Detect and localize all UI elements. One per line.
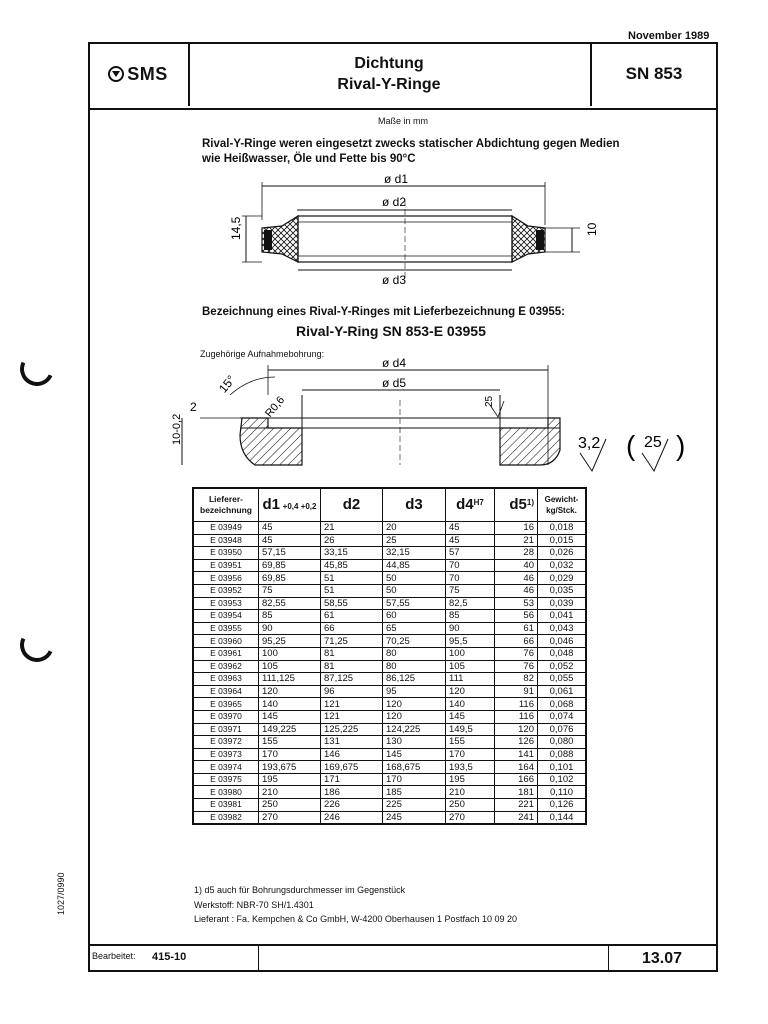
table-cell: 56 — [495, 610, 538, 623]
table-cell: E 03954 — [193, 610, 259, 623]
table-cell: 0,102 — [538, 773, 587, 786]
table-cell: 0,055 — [538, 673, 587, 686]
table-cell: 86,125 — [383, 673, 446, 686]
table-cell: E 03951 — [193, 559, 259, 572]
table-cell: 80 — [383, 660, 446, 673]
table-cell: 71,25 — [321, 635, 383, 648]
table-cell: E 03980 — [193, 786, 259, 799]
paren-open-icon: ( — [626, 430, 636, 461]
table-cell: 120 — [495, 723, 538, 736]
table-cell: 80 — [383, 647, 446, 660]
logo-cell — [88, 42, 190, 106]
table-cell: 0,032 — [538, 559, 587, 572]
table-cell: 76 — [495, 647, 538, 660]
table-cell: 45 — [446, 534, 495, 547]
document-date: November 1989 — [628, 30, 710, 42]
intro-text: Rival-Y-Ringe weren eingesetzt zwecks statischer Abdichtung gegen Medien wie Heißwasser, Öle und Fette bis 90°C — [202, 138, 620, 165]
table-cell: E 03956 — [193, 572, 259, 585]
table-cell: E 03950 — [193, 547, 259, 560]
table-cell: 57 — [446, 547, 495, 560]
table-cell: 60 — [383, 610, 446, 623]
standard-number: SN 853 — [590, 42, 716, 106]
table-cell: 270 — [446, 811, 495, 824]
table-cell: 225 — [383, 799, 446, 812]
table-cell: 61 — [321, 610, 383, 623]
table-cell: 185 — [383, 786, 446, 799]
table-cell: 76 — [495, 660, 538, 673]
table-cell: 0,061 — [538, 685, 587, 698]
table-cell: 164 — [495, 761, 538, 774]
table-cell: 0,039 — [538, 597, 587, 610]
radius-label: R0,6 — [263, 394, 288, 420]
header — [88, 42, 718, 110]
table-cell: 65 — [383, 622, 446, 635]
d4-label: ø d4 — [382, 356, 407, 370]
table-row — [193, 761, 586, 774]
table-row — [193, 660, 586, 673]
col-d5-header: d5$^{1)}$ — [495, 488, 538, 522]
table-cell: 21 — [495, 534, 538, 547]
units-note: Maße in mm — [377, 116, 428, 126]
table-row — [193, 685, 586, 698]
d2-label: ø d2 — [382, 195, 407, 209]
table-row — [193, 572, 586, 585]
table-cell: 26 — [321, 534, 383, 547]
table-cell: 0,068 — [538, 698, 587, 711]
designation-example: Rival-Y-Ring SN 853-E 03955 — [296, 323, 486, 339]
table-row — [193, 547, 586, 560]
table-cell: 45,85 — [321, 559, 383, 572]
table-cell: 0,144 — [538, 811, 587, 824]
table-cell: 90 — [259, 622, 321, 635]
table-row — [193, 610, 586, 623]
angle-label: 15° — [215, 372, 239, 396]
table-cell: 95,5 — [446, 635, 495, 648]
title-line-1: Dichtung — [354, 55, 424, 72]
table-cell: 0,110 — [538, 786, 587, 799]
table-row — [193, 723, 586, 736]
col-d3-header: d3 — [383, 488, 446, 522]
table-row — [193, 635, 586, 648]
table-cell: 70 — [446, 572, 495, 585]
table-cell: 120 — [383, 710, 446, 723]
table-cell: 50 — [383, 572, 446, 585]
table-cell: 82,5 — [446, 597, 495, 610]
table-cell: 46 — [495, 584, 538, 597]
table-cell: 0,029 — [538, 572, 587, 585]
material-note: Werkstoff: NBR-70 SH/1.4301 — [194, 899, 314, 910]
table-cell: 0,015 — [538, 534, 587, 547]
table-cell: 250 — [259, 799, 321, 812]
table-cell: 45 — [446, 522, 495, 535]
table-cell: 70,25 — [383, 635, 446, 648]
table-cell: 130 — [383, 736, 446, 749]
table-cell: 50 — [383, 584, 446, 597]
inner-roughness-label: 25 — [484, 395, 495, 407]
table-cell: 125,225 — [321, 723, 383, 736]
table-header-row — [193, 488, 586, 522]
table-cell: E 03953 — [193, 597, 259, 610]
table-cell: E 03955 — [193, 622, 259, 635]
table-cell: 45 — [259, 522, 321, 535]
table-cell: 181 — [495, 786, 538, 799]
table-cell: 90 — [446, 622, 495, 635]
table-cell: 81 — [321, 647, 383, 660]
height-label: 14,5 — [229, 216, 243, 240]
table-cell: 87,125 — [321, 673, 383, 686]
sms-logo — [108, 64, 168, 85]
table-cell: 270 — [259, 811, 321, 824]
table-cell: E 03973 — [193, 748, 259, 761]
table-cell: 44,85 — [383, 559, 446, 572]
table-cell: 32,15 — [383, 547, 446, 560]
table-row — [193, 710, 586, 723]
d1-label: ø d1 — [384, 172, 409, 186]
table-cell: 186 — [321, 786, 383, 799]
table-cell: 61 — [495, 622, 538, 635]
logo-text: SMS — [127, 63, 168, 84]
title-cell — [188, 42, 590, 106]
footer — [88, 944, 718, 972]
table-cell: 0,101 — [538, 761, 587, 774]
table-row — [193, 799, 586, 812]
table-cell: 0,046 — [538, 635, 587, 648]
table-cell: 0,018 — [538, 522, 587, 535]
table-cell: 155 — [446, 736, 495, 749]
table-cell: 131 — [321, 736, 383, 749]
table-cell: 250 — [446, 799, 495, 812]
table-cell: 66 — [495, 635, 538, 648]
table-cell: 120 — [259, 685, 321, 698]
table-row — [193, 647, 586, 660]
table-cell: 149,5 — [446, 723, 495, 736]
table-cell: 226 — [321, 799, 383, 812]
table-cell: 45 — [259, 534, 321, 547]
table-row — [193, 534, 586, 547]
table-cell: E 03970 — [193, 710, 259, 723]
table-cell: 221 — [495, 799, 538, 812]
bore-label: Zugehörige Aufnahmebohrung: — [200, 349, 325, 359]
table-cell: E 03963 — [193, 673, 259, 686]
table-cell: E 03960 — [193, 635, 259, 648]
table-cell: 69,85 — [259, 559, 321, 572]
table-cell: 116 — [495, 698, 538, 711]
table-row — [193, 673, 586, 686]
surface-b-label: 25 — [644, 434, 662, 451]
table-cell: 81 — [321, 660, 383, 673]
table-cell: 111 — [446, 673, 495, 686]
table-cell: 0,088 — [538, 748, 587, 761]
notes — [194, 883, 517, 927]
table-cell: 95 — [383, 685, 446, 698]
designation-heading: Bezeichnung eines Rival-Y-Ringes mit Lieferbezeichnung E 03955: — [202, 306, 565, 318]
title-line-2: Rival-Y-Ringe — [337, 76, 441, 93]
table-cell: 85 — [259, 610, 321, 623]
table-row — [193, 597, 586, 610]
table-cell: 0,026 — [538, 547, 587, 560]
table-cell: 21 — [321, 522, 383, 535]
table-cell: 85 — [446, 610, 495, 623]
col-d4-header: $d4^{H7}$ — [446, 488, 495, 522]
col-weight-header: Gewicht-kg/Stck. — [538, 488, 587, 522]
page-number: 13.07 — [608, 946, 715, 972]
dimensions-table — [192, 487, 587, 825]
table-cell: 69,85 — [259, 572, 321, 585]
table-cell: 126 — [495, 736, 538, 749]
paren-close-icon: ) — [676, 430, 686, 461]
table-cell: 195 — [259, 773, 321, 786]
table-cell: 170 — [446, 748, 495, 761]
d5-label: ø d5 — [382, 376, 407, 390]
table-cell: 51 — [321, 584, 383, 597]
table-cell: E 03964 — [193, 685, 259, 698]
table-row — [193, 584, 586, 597]
footnote-1: 1) d5 auch für Bohrungsdurchmesser im Gegenstück — [194, 885, 406, 895]
table-cell: 100 — [259, 647, 321, 660]
table-cell: 91 — [495, 685, 538, 698]
table-cell: 75 — [259, 584, 321, 597]
table-cell: 241 — [495, 811, 538, 824]
table-cell: 25 — [383, 534, 446, 547]
table-row — [193, 736, 586, 749]
table-cell: 105 — [446, 660, 495, 673]
punch-hole-bottom — [15, 623, 59, 667]
table-cell: 246 — [321, 811, 383, 824]
table-row — [193, 622, 586, 635]
table-cell: 121 — [321, 710, 383, 723]
width-label: 10 — [585, 222, 599, 236]
table-cell: 145 — [259, 710, 321, 723]
table-cell: 168,675 — [383, 761, 446, 774]
table-cell: 140 — [259, 698, 321, 711]
table-cell: 210 — [259, 786, 321, 799]
table-cell: 120 — [446, 685, 495, 698]
table-cell: 82 — [495, 673, 538, 686]
edited-value: 415-10 — [152, 951, 187, 963]
table-cell: E 03962 — [193, 660, 259, 673]
table-cell: 0,080 — [538, 736, 587, 749]
table-cell: 58,55 — [321, 597, 383, 610]
table-cell: 75 — [446, 584, 495, 597]
table-cell: 40 — [495, 559, 538, 572]
table-cell: E 03975 — [193, 773, 259, 786]
table-cell: E 03974 — [193, 761, 259, 774]
table-cell: 46 — [495, 572, 538, 585]
edited-cell — [88, 946, 258, 972]
table-cell: E 03982 — [193, 811, 259, 824]
supplier-note: Lieferant : Fa. Kempchen & Co GmbH, W-4200 Oberhausen 1 Postfach 10 09 20 — [194, 914, 518, 924]
table-cell: E 03949 — [193, 522, 259, 535]
ring-drawing — [200, 170, 600, 290]
punch-hole-top — [15, 347, 59, 391]
table-cell: 155 — [259, 736, 321, 749]
table-cell: 170 — [383, 773, 446, 786]
table-cell: 28 — [495, 547, 538, 560]
table-cell: 170 — [259, 748, 321, 761]
table-cell: 195 — [446, 773, 495, 786]
table-cell: E 03948 — [193, 534, 259, 547]
table-cell: 33,15 — [321, 547, 383, 560]
table-cell: 124,225 — [383, 723, 446, 736]
dim-2-label: 2 — [190, 400, 197, 414]
bore-drawing — [160, 355, 700, 480]
table-row — [193, 522, 586, 535]
table-cell: E 03961 — [193, 647, 259, 660]
table-cell: 166 — [495, 773, 538, 786]
col-supplier-header: Lieferer-bezeichnung — [193, 488, 259, 522]
table-cell: 141 — [495, 748, 538, 761]
table-cell: 193,675 — [259, 761, 321, 774]
d3-label: ø d3 — [382, 273, 407, 287]
table-cell: 82,55 — [259, 597, 321, 610]
col-d2-header: d2 — [321, 488, 383, 522]
side-code: 1027/0990 — [56, 872, 66, 915]
table-cell: E 03981 — [193, 799, 259, 812]
table-row — [193, 748, 586, 761]
table-cell: 95,25 — [259, 635, 321, 648]
table-cell: 0,074 — [538, 710, 587, 723]
table-cell: 145 — [383, 748, 446, 761]
table-cell: 100 — [446, 647, 495, 660]
table-cell: 57,15 — [259, 547, 321, 560]
table-cell: 120 — [383, 698, 446, 711]
table-cell: 0,076 — [538, 723, 587, 736]
table-cell: 149,225 — [259, 723, 321, 736]
table-cell: 57,55 — [383, 597, 446, 610]
depth-label: 10-0,2 — [171, 413, 183, 445]
table-cell: 0,043 — [538, 622, 587, 635]
footer-empty-cell — [258, 946, 609, 972]
table-cell: 16 — [495, 522, 538, 535]
table-cell: 145 — [446, 710, 495, 723]
table-row — [193, 786, 586, 799]
table-cell: 0,048 — [538, 647, 587, 660]
table-cell: 116 — [495, 710, 538, 723]
table-cell: 0,035 — [538, 584, 587, 597]
logo-emblem-icon — [108, 66, 124, 82]
table-cell: 0,126 — [538, 799, 587, 812]
table-cell: 146 — [321, 748, 383, 761]
table-row — [193, 698, 586, 711]
surface-a-label: 3,2 — [578, 435, 601, 452]
table-cell: 53 — [495, 597, 538, 610]
table-cell: 96 — [321, 685, 383, 698]
table-row — [193, 773, 586, 786]
table-cell: 140 — [446, 698, 495, 711]
table-cell: 0,041 — [538, 610, 587, 623]
table-cell: 66 — [321, 622, 383, 635]
table-cell: 111,125 — [259, 673, 321, 686]
table-cell: E 03965 — [193, 698, 259, 711]
table-cell: 121 — [321, 698, 383, 711]
table-cell: 169,675 — [321, 761, 383, 774]
table-cell: E 03971 — [193, 723, 259, 736]
table-row — [193, 811, 586, 824]
table-cell: 20 — [383, 522, 446, 535]
table-cell: 105 — [259, 660, 321, 673]
table-cell: E 03952 — [193, 584, 259, 597]
table-cell: 0,052 — [538, 660, 587, 673]
table-cell: 70 — [446, 559, 495, 572]
table-cell: 193,5 — [446, 761, 495, 774]
table-row — [193, 559, 586, 572]
table-cell: 245 — [383, 811, 446, 824]
table-cell: 171 — [321, 773, 383, 786]
table-cell: E 03972 — [193, 736, 259, 749]
table-cell: 51 — [321, 572, 383, 585]
edited-label: Bearbeitet: — [92, 951, 136, 961]
col-d1-header: d1 +0,4 +0,2 — [259, 488, 321, 522]
table-cell: 210 — [446, 786, 495, 799]
